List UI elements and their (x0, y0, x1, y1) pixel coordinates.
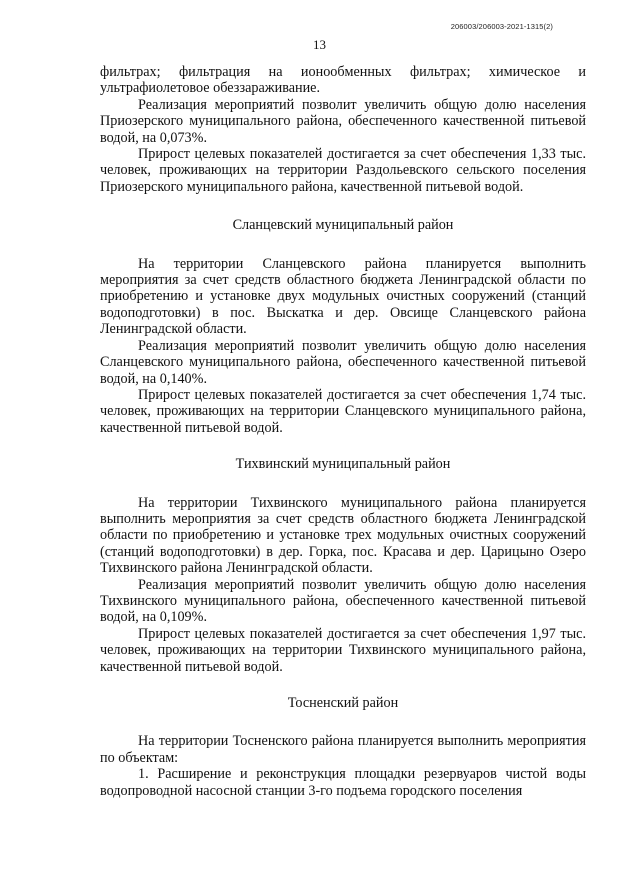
section-paragraph: Реализация мероприятий позволит увеличить общую долю населения Сланцевского муниципального района, обеспеченного качественной питьевой водой, на 0,140%. (100, 337, 586, 387)
section-heading-tikhvin: Тихвинский муниципальный район (235, 456, 451, 473)
intro-paragraph: фильтрах; фильтрация на ионообменных фильтрах; химическое и ультрафиолетовое обеззараживание. (100, 64, 586, 97)
section-paragraph: Реализация мероприятий позволит увеличить общую долю населения Тихвинского муниципального района, обеспеченного качественной питьевой водой, на 0,109%. (100, 576, 586, 626)
document-body (100, 64, 586, 799)
section-paragraph: На территории Тихвинского муниципального района планируется выполнить мероприятия за счет средств областного бюджета Ленинградской области по приобретению и установке трех модульных очистных сооружений (станций водоподготовки) в дер. Горка, пос. Красава и дер. Царицыно Озеро Тихвинского района Ленинградской области. (100, 494, 586, 577)
intro-paragraph: Прирост целевых показателей достигается за счет обеспечения 1,33 тыс. человек, проживающих на территории Раздольевского сельского поселения Приозерского муниципального района, качественной питьевой водой. (100, 146, 586, 195)
section-paragraph: 1. Расширение и реконструкция площадки резервуаров чистой воды водопроводной насосной станции 3-го подъема городского поселения (100, 766, 586, 799)
section-paragraph: На территории Тосненского района планируется выполнить мероприятия по объектам: (100, 733, 586, 766)
section-heading-slantsy: Сланцевский муниципальный район (232, 217, 454, 234)
section-paragraph: Прирост целевых показателей достигается за счет обеспечения 1,74 тыс. человек, проживающих на территории Сланцевского муниципального района, качественной питьевой водой. (100, 386, 586, 436)
section-heading-tosno: Тосненский район (287, 695, 399, 711)
document-id: 206003/206003-2021-1315(2) (450, 22, 553, 31)
section-paragraph: Прирост целевых показателей достигается за счет обеспечения 1,97 тыс. человек, проживающих на территории Тихвинского муниципального района, качественной питьевой водой. (100, 625, 586, 675)
intro-paragraph: Реализация мероприятий позволит увеличить общую долю населения Приозерского муниципального района, обеспеченного качественной питьевой водой, на 0,073%. (100, 96, 586, 146)
page-number: 13 (313, 37, 326, 52)
section-paragraph: На территории Сланцевского района планируется выполнить мероприятия за счет средств областного бюджета Ленинградской области по приобретению и установке двух модульных очистных сооружений (станций водоподготовки) в пос. Выскатка и дер. Овсище Сланцевского района Ленинградской области. (100, 255, 586, 338)
